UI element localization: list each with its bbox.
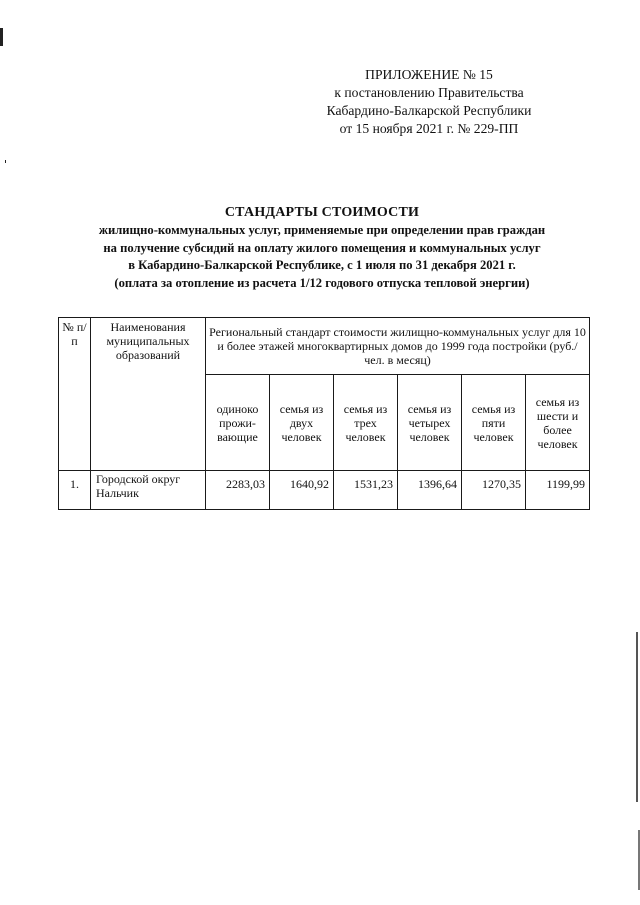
table-row xyxy=(59,471,590,510)
title-line-1: жилищно-коммунальных услуг, применяемые при определении прав граждан xyxy=(98,223,546,237)
header-regional-standard: Региональный стандарт стоимости жилищно-коммунальных услуг для 10 и более этажей многоквартирных домов до 1999 года постройки (руб./чел. в месяц) xyxy=(206,318,590,375)
appendix-header xyxy=(300,66,558,138)
value-family-5: 1270,35 xyxy=(462,471,526,510)
title-line-3: в Кабардино-Балкарской Республике, с 1 июля по 31 декабря 2021 г. xyxy=(128,258,516,272)
scan-mark-left xyxy=(5,160,6,163)
subheader-family-3: семья из трех человек xyxy=(334,375,398,471)
table-header-row xyxy=(59,318,590,375)
appendix-decree-ref: к постановлению Правительства xyxy=(334,85,524,100)
header-municipality: Наименования муниципальных образований xyxy=(91,318,206,471)
header-num: № п/п xyxy=(59,318,91,471)
row-num: 1. xyxy=(59,471,91,510)
value-single: 2283,03 xyxy=(206,471,270,510)
document-title xyxy=(40,204,604,292)
value-family-4: 1396,64 xyxy=(398,471,462,510)
subheader-single: одиноко прожи-вающие xyxy=(206,375,270,471)
subheader-family-4: семья из четырех человек xyxy=(398,375,462,471)
row-municipality: Городской округ Нальчик xyxy=(91,471,206,510)
standards-table xyxy=(58,317,590,510)
subheader-family-5: семья из пяти человек xyxy=(462,375,526,471)
subheader-family-6plus: семья из шести и более человек xyxy=(526,375,590,471)
appendix-number: ПРИЛОЖЕНИЕ № 15 xyxy=(365,67,493,82)
subheader-family-2: семья из двух человек xyxy=(270,375,334,471)
title-main: СТАНДАРТЫ СТОИМОСТИ xyxy=(224,205,420,220)
scan-mark-top-left xyxy=(0,28,3,46)
appendix-republic: Кабардино-Балкарской Республики xyxy=(326,103,532,118)
title-line-2: на получение субсидий на оплату жилого помещения и коммунальных услуг xyxy=(103,240,541,255)
value-family-6plus: 1199,99 xyxy=(526,471,590,510)
scan-mark-right-1 xyxy=(636,632,638,802)
appendix-date: от 15 ноября 2021 г. № 229-ПП xyxy=(339,121,519,136)
value-family-3: 1531,23 xyxy=(334,471,398,510)
value-family-2: 1640,92 xyxy=(270,471,334,510)
title-line-4: (оплата за отопление из расчета 1/12 годового отпуска тепловой энергии) xyxy=(114,275,530,290)
